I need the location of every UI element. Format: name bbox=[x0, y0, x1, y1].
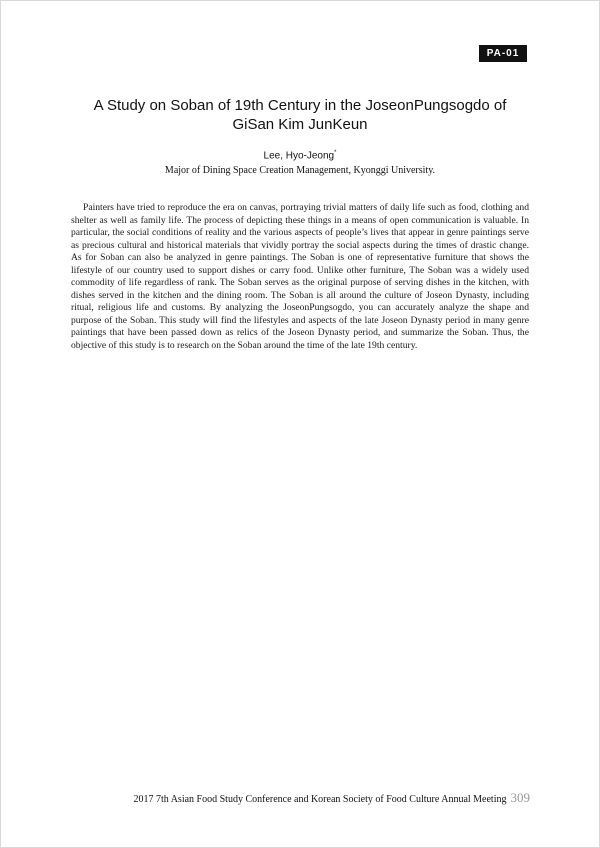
session-badge: PA-01 bbox=[479, 45, 527, 62]
conference-name: 2017 7th Asian Food Study Conference and Korean Society of Food Culture Annual Meeting bbox=[133, 794, 507, 805]
page-footer bbox=[40, 789, 530, 807]
paper-title-line-1: A Study on Soban of 19th Century in the JoseonPungsogdo of bbox=[93, 97, 507, 114]
corresponding-author-mark: * bbox=[334, 150, 337, 156]
author-affiliation: Major of Dining Space Creation Management, Kyonggi University. bbox=[164, 165, 436, 176]
page-number: 309 bbox=[510, 790, 530, 805]
paper-title bbox=[60, 96, 540, 134]
author-name: Lee, Hyo-Jeong bbox=[263, 150, 335, 162]
author-line bbox=[100, 150, 500, 161]
abstract-body: Painters have tried to reproduce the era on canvas, portraying trivial matters of daily life such as food, clothing and shelter as well as family life. The process of depicting these things in a means of open communication is valuable. In particular, the social conditions of reality and the various aspects of people’s lives that appear in genre paintings serve as precious cultural and historical materials that vividly portray the social aspects during the times of drastic change. As for Soban can also be analyzed in genre paintings. The Soban is one of representative furniture that shows the lifestyle of our country used to support dishes or carry food. Unlike other furniture, The Soban was a widely used commodity of life regardless of rank. The Soban serves as the original purpose of serving dishes in the kitchen, with dishes served in the kitchen and the dining room. The Soban is all around the culture of Joseon Dynasty, including ritual, religious life and customs. By analyzing the JoseonPungsogdo, you can accurately analyze the shape and purpose of the Soban. This study will find the lifestyles and aspects of the late Joseon Dynasty period in many genre paintings that have been passed down as relics of the Joseon Dynasty period, and summarize the Soban. Thus, the objective of this study is to research on the Soban around the time of the late 19th century. bbox=[71, 202, 529, 351]
paper-title-line-2: GiSan Kim JunKeun bbox=[232, 116, 368, 133]
